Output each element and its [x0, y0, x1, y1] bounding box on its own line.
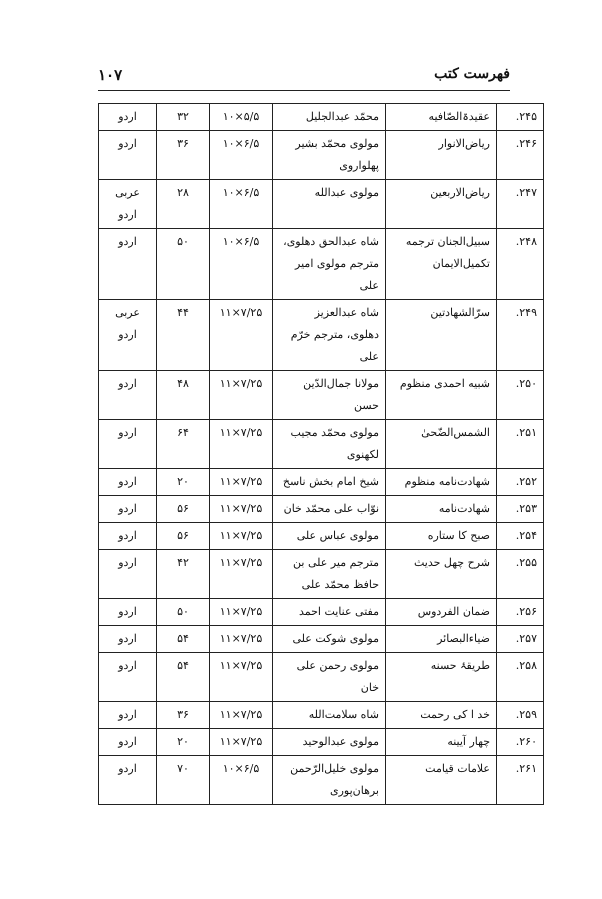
page-count: ۵۶	[157, 496, 210, 523]
book-title: طریقۂ حسنه	[386, 653, 497, 702]
table-row	[99, 300, 544, 371]
book-title: الشمس‌الضّحیٰ	[386, 420, 497, 469]
book-language: اردو	[99, 371, 157, 420]
book-language: اردو	[99, 599, 157, 626]
book-language: عربی اردو	[99, 180, 157, 229]
book-author: مولانا جمال‌الدّین حسن	[273, 371, 386, 420]
table-row	[99, 469, 544, 496]
table-row	[99, 702, 544, 729]
entry-number: ۲۴۹.	[497, 300, 544, 371]
page-header	[98, 66, 510, 86]
entry-number: ۲۶۰.	[497, 729, 544, 756]
book-size: ۱۰×۶/۵	[210, 756, 273, 805]
book-language: اردو	[99, 653, 157, 702]
book-language: اردو	[99, 729, 157, 756]
book-language: اردو	[99, 626, 157, 653]
page-count: ۵۰	[157, 229, 210, 300]
book-title: عقیدۃالصّافیه	[386, 104, 497, 131]
table-row	[99, 229, 544, 300]
page-count: ۷۰	[157, 756, 210, 805]
book-size: ۱۱×۷/۲۵	[210, 599, 273, 626]
book-size: ۱۱×۷/۲۵	[210, 420, 273, 469]
table-row	[99, 180, 544, 229]
book-language: اردو	[99, 469, 157, 496]
table-row	[99, 550, 544, 599]
page-count: ۲۰	[157, 729, 210, 756]
book-title: شهادت‌نامه	[386, 496, 497, 523]
book-author: شاه عبدالحق دهلوی، مترجم مولوی امیر علی	[273, 229, 386, 300]
table-row	[99, 371, 544, 420]
book-language: اردو	[99, 523, 157, 550]
table-row	[99, 626, 544, 653]
book-size: ۱۱×۷/۲۵	[210, 371, 273, 420]
book-title: شبیه احمدی منظوم	[386, 371, 497, 420]
page-count: ۴۲	[157, 550, 210, 599]
book-language: اردو	[99, 496, 157, 523]
book-title: شهادت‌نامه منظوم	[386, 469, 497, 496]
book-language: اردو	[99, 420, 157, 469]
book-size: ۱۱×۷/۲۵	[210, 729, 273, 756]
page-count: ۵۴	[157, 653, 210, 702]
book-title: سبیل‌الجنان ترجمه تکمیل‌الایمان	[386, 229, 497, 300]
book-author: مولوی عبدالوحید	[273, 729, 386, 756]
entry-number: ۲۵۱.	[497, 420, 544, 469]
table-row	[99, 420, 544, 469]
book-author: مولوی محمّد بشیر پهلواروی	[273, 131, 386, 180]
book-title: علامات قیامت	[386, 756, 497, 805]
book-author: مفتی عنایت احمد	[273, 599, 386, 626]
book-author: شیخ امام بخش ناسخ	[273, 469, 386, 496]
book-author: مولوی خلیل‌الرّحمن برهان‌پوری	[273, 756, 386, 805]
book-title: ریاض‌الانوار	[386, 131, 497, 180]
entry-number: ۲۵۷.	[497, 626, 544, 653]
table-row	[99, 523, 544, 550]
catalog-body	[99, 104, 544, 805]
book-language: اردو	[99, 702, 157, 729]
book-size: ۱۰×۵/۵	[210, 104, 273, 131]
book-language: اردو	[99, 550, 157, 599]
running-title: فهرست کتب	[434, 66, 510, 82]
table-row	[99, 653, 544, 702]
table-row	[99, 104, 544, 131]
book-size: ۱۰×۶/۵	[210, 131, 273, 180]
book-size: ۱۱×۷/۲۵	[210, 702, 273, 729]
book-author: مولوی عبدالله	[273, 180, 386, 229]
book-title: خد ا کی رحمت	[386, 702, 497, 729]
book-size: ۱۱×۷/۲۵	[210, 523, 273, 550]
book-language: اردو	[99, 229, 157, 300]
book-language: عربی اردو	[99, 300, 157, 371]
page-count: ۳۶	[157, 702, 210, 729]
book-size: ۱۱×۷/۲۵	[210, 496, 273, 523]
book-author: مولوی شوکت علی	[273, 626, 386, 653]
entry-number: ۲۵۲.	[497, 469, 544, 496]
book-title: شرح چهل حدیث	[386, 550, 497, 599]
page-count: ۳۶	[157, 131, 210, 180]
page-count: ۳۲	[157, 104, 210, 131]
book-language: اردو	[99, 104, 157, 131]
book-size: ۱۱×۷/۲۵	[210, 626, 273, 653]
entry-number: ۲۴۷.	[497, 180, 544, 229]
entry-number: ۲۶۱.	[497, 756, 544, 805]
page-count: ۴۴	[157, 300, 210, 371]
book-author: مولوی عباس علی	[273, 523, 386, 550]
table-row	[99, 131, 544, 180]
book-size: ۱۰×۶/۵	[210, 229, 273, 300]
page-count: ۶۴	[157, 420, 210, 469]
book-title: ضمان الفردوس	[386, 599, 497, 626]
book-author: محمّد عبدالجلیل	[273, 104, 386, 131]
entry-number: ۲۴۵.	[497, 104, 544, 131]
book-author: شاه سلامت‌الله	[273, 702, 386, 729]
book-author: مترجم میر علی بن حافظ محمّد علی	[273, 550, 386, 599]
book-catalog-table	[98, 103, 544, 805]
book-title: سرّالشهادتین	[386, 300, 497, 371]
book-author: مولوی محمّد مجیب لکهنوی	[273, 420, 386, 469]
entry-number: ۲۴۸.	[497, 229, 544, 300]
entry-number: ۲۵۰.	[497, 371, 544, 420]
book-size: ۱۱×۷/۲۵	[210, 300, 273, 371]
entry-number: ۲۴۶.	[497, 131, 544, 180]
page-count: ۴۸	[157, 371, 210, 420]
book-author: شاه عبدالعزیز دهلوی، مترجم خرّم علی	[273, 300, 386, 371]
entry-number: ۲۵۵.	[497, 550, 544, 599]
book-title: ضیاءالبصائر	[386, 626, 497, 653]
entry-number: ۲۵۸.	[497, 653, 544, 702]
book-title: چهار آیینه	[386, 729, 497, 756]
book-size: ۱۱×۷/۲۵	[210, 550, 273, 599]
book-language: اردو	[99, 131, 157, 180]
book-title: ریاض‌الاربعین	[386, 180, 497, 229]
book-size: ۱۱×۷/۲۵	[210, 469, 273, 496]
table-row	[99, 496, 544, 523]
table-row	[99, 756, 544, 805]
page-count: ۲۰	[157, 469, 210, 496]
page-number: ۱۰۷	[98, 66, 123, 84]
page-count: ۵۴	[157, 626, 210, 653]
entry-number: ۲۵۴.	[497, 523, 544, 550]
page-count: ۵۰	[157, 599, 210, 626]
entry-number: ۲۵۹.	[497, 702, 544, 729]
book-size: ۱۱×۷/۲۵	[210, 653, 273, 702]
page-count: ۵۶	[157, 523, 210, 550]
table-row	[99, 729, 544, 756]
book-language: اردو	[99, 756, 157, 805]
book-author: مولوی رحمن علی خان	[273, 653, 386, 702]
book-title: صبح کا ستاره	[386, 523, 497, 550]
page-count: ۲۸	[157, 180, 210, 229]
header-rule	[98, 90, 510, 91]
book-author: نوّاب علی محمّد خان	[273, 496, 386, 523]
entry-number: ۲۵۶.	[497, 599, 544, 626]
table-row	[99, 599, 544, 626]
book-size: ۱۰×۶/۵	[210, 180, 273, 229]
entry-number: ۲۵۳.	[497, 496, 544, 523]
